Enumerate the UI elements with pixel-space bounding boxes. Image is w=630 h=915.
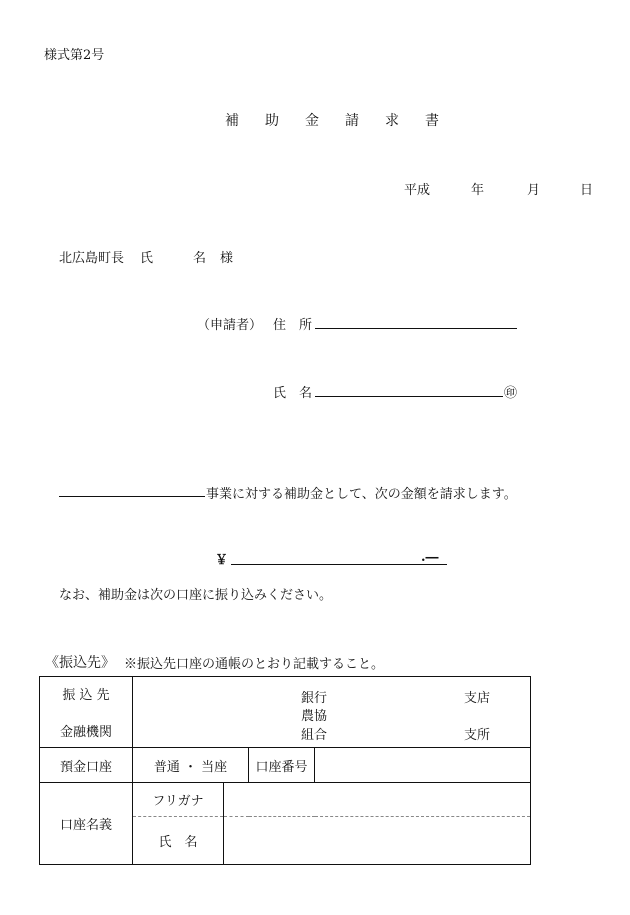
address-field[interactable] [315,314,517,329]
holder-label: 口座名義 [40,783,133,865]
deposit-label: 預金口座 [40,748,133,783]
form-number: 様式第2号 [44,48,105,63]
addressee-title-prefix: 氏 [140,251,154,266]
institution-label-line1: 振 込 先 [62,688,110,703]
transfer-note: なお、補助金は次の口座に振り込みください。 [59,588,333,603]
amount-suffix: .― [421,550,439,565]
furigana-label: フリガナ [133,783,224,817]
institution-field[interactable] [133,677,531,748]
holder-name-label: 氏 名 [133,817,224,865]
institution-label [40,677,133,748]
addressee-mayor: 北広島町長 [59,251,125,266]
account-number-label: 口座番号 [249,748,315,783]
request-sentence: 事業に対する補助金として、次の金額を請求します。 [206,487,517,502]
project-name-field[interactable] [59,482,205,497]
nokyo-option[interactable]: 農協 [301,709,328,724]
addressee-honorific: 様 [220,251,234,266]
kumiai-option[interactable]: 組合 [301,728,328,743]
account-number-field[interactable] [315,748,531,783]
applicant-name-field[interactable] [315,382,503,397]
institution-label-line2: 金融機関 [59,725,112,740]
branch-option[interactable]: 支店 [464,691,491,706]
deposit-type-select[interactable]: 普通 ・ 当座 [133,748,249,783]
yen-mark: ￥ [215,553,229,568]
date-year: 年 [471,183,485,198]
transfer-heading-note: ※振込先口座の通帳のとおり記載すること。 [124,657,385,672]
addressee-name-suffix: 名 [193,251,207,266]
document-title: 補助金請求書 [225,113,465,129]
address-label: 住 所 [273,318,313,333]
date-era: 平成 [404,183,431,198]
holder-name-field[interactable] [224,817,531,865]
date-day: 日 [580,183,594,198]
seal-mark: ㊞ [504,386,518,401]
applicant-label: （申請者） [197,318,263,333]
branch-office-option[interactable]: 支所 [464,728,491,743]
transfer-heading: 《振込先》 [45,655,115,671]
date-month: 月 [527,183,541,198]
furigana-field[interactable] [224,783,531,817]
transfer-table [39,676,531,865]
applicant-name-label: 氏 名 [273,386,313,401]
bank-option[interactable]: 銀行 [301,691,328,706]
amount-field[interactable] [231,550,447,565]
